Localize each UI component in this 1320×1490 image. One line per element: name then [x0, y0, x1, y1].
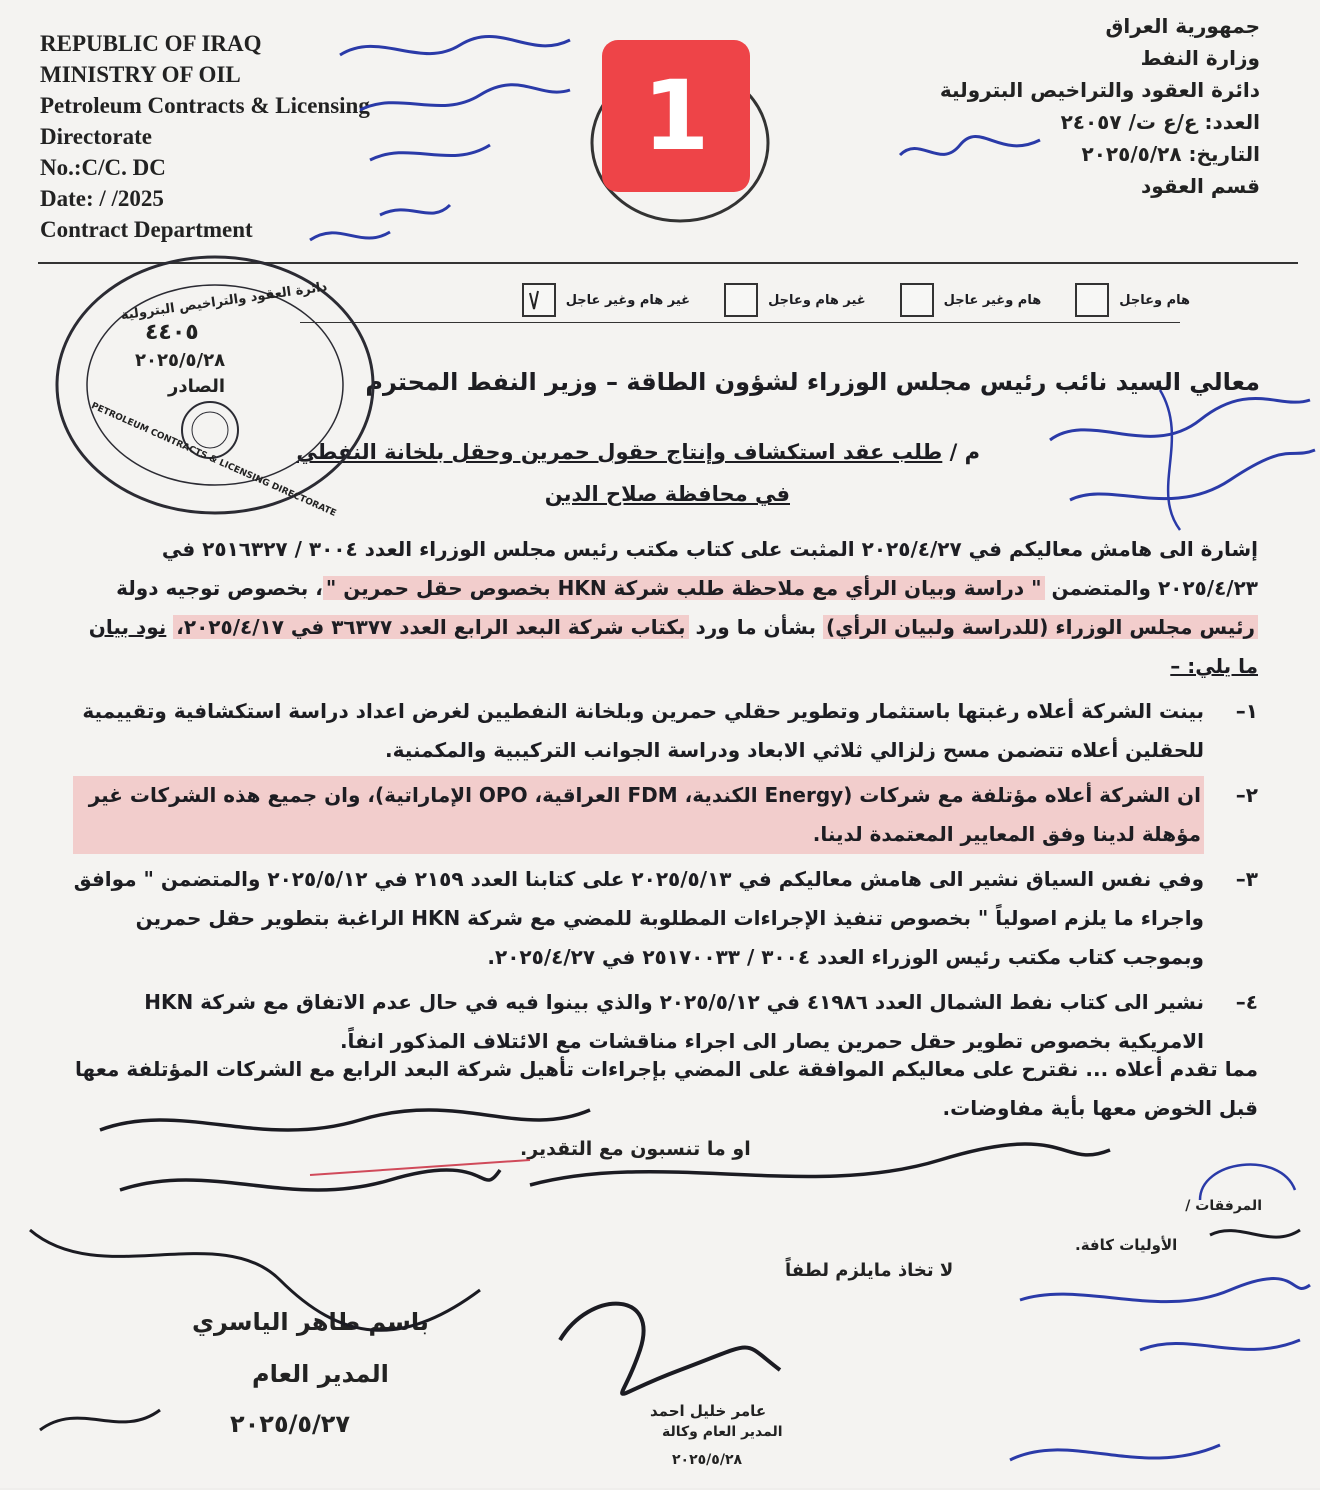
directorate-stamp: [50, 250, 380, 520]
priority-divider: [300, 322, 1180, 323]
intro-paragraph: [73, 530, 1258, 686]
addressee-line: معالي السيد نائب رئيس مجلس الوزراء لشؤون الطاقة – وزير النفط المحترم: [365, 368, 1260, 396]
list-item: [73, 692, 1258, 770]
republic-label-ar: جمهورية العراق: [1105, 14, 1260, 38]
ministry-label: MINISTRY OF OIL: [40, 62, 241, 87]
signatory-2-name: عامر خليل احمد: [650, 1402, 767, 1420]
priorities-note: الأوليات كافة.: [1075, 1236, 1178, 1254]
priority-option[interactable]: [522, 283, 690, 317]
intro-text: نود بيان: [88, 615, 167, 639]
subject-line-2: في محافظة صلاح الدين: [544, 482, 790, 506]
intro-text: بشأن ما ورد: [695, 615, 816, 639]
subject-prefix: م /: [949, 440, 980, 464]
directorate-label: Petroleum Contracts & Licensing: [40, 93, 370, 118]
item-text: وفي نفس السياق نشير الى هامش معاليكم في ٢٠٢٥/٥/١٣ على كتابنا العدد ٢١٥٩ في ٢٠٢٥/٥/١٢ والمتضمن " موافق واجراء ما يلزم اصولياً " بخصوص تنفيذ الإجراءات المطلوبة للمضي مع شركة HKN الراغبة بتطوير حقل حمرين وبموجب كتاب مكتب رئيس الوزراء العدد ٣٠٠٤ / ٢٥١٧٠٠٣٣ في ٢٠٢٥/٤/٢٧.: [73, 867, 1204, 969]
item-number: ١–: [1235, 699, 1258, 723]
ministry-label-ar: وزارة النفط: [1140, 46, 1260, 70]
signatory-2-date: ٢٠٢٥/٥/٢٨: [672, 1452, 743, 1468]
department-label: Contract Department: [40, 217, 253, 242]
priority-option[interactable]: [1075, 283, 1190, 317]
item-number: ٣–: [1235, 867, 1258, 891]
directorate-label-2: Directorate: [40, 124, 152, 149]
highlighted-directive: رئيس مجلس الوزراء (للدراسة ولبيان الرأي): [823, 615, 1258, 639]
item-text: بينت الشركة أعلاه رغبتها باستثمار وتطوير حقلي حمرين وبلخانة النفطيين لغرض اعداد دراسة استكشافية وتقييمية للحقلين أعلاه تتضمن مسح زلزالي ثلاثي الابعاد ودراسة الجوانب التركيبية والمكمنية.: [82, 699, 1204, 762]
items-list: [73, 692, 1258, 1061]
list-item: [73, 776, 1258, 854]
intro-text: ، بخصوص توجيه دولة: [116, 576, 323, 600]
priority-checkboxes: [330, 280, 1190, 320]
conclusion-paragraph: مما تقدم أعلاه ... نقترح على معاليكم الموافقة على المضي بإجراءات تأهيل شركة البعد الرابع مع الشركات المؤتلفة معها قبل الخوض معها بأية مفاوضات.: [75, 1057, 1258, 1120]
stamp-date: ٢٠٢٥/٥/٢٨: [135, 350, 226, 371]
page-number-badge: [602, 40, 750, 192]
attachments-label: المرفقات /: [1185, 1198, 1262, 1214]
badge-number: 1: [642, 60, 710, 172]
item-text-highlighted: ان الشركة أعلاه مؤتلفة مع شركات (Energy الكندية، FDM العراقية، OPO الإماراتية)، وان جميع هذه الشركات غير مؤهلة لدينا وفق المعايير المعتمدة لدينا.: [73, 776, 1204, 854]
priority-label: هام وعاجل: [1119, 292, 1190, 308]
priority-label: غير هام وعاجل: [768, 292, 866, 308]
list-item: [73, 860, 1258, 977]
number-label-ar: العدد: ع/ع ت/ ٢٤٠٥٧: [1060, 110, 1260, 134]
intro-text: ما يلي: –: [1170, 654, 1258, 678]
subject-block: [296, 432, 980, 472]
directorate-label-ar: دائرة العقود والتراخيص البترولية: [939, 78, 1260, 102]
intro-text: إشارة الى هامش معاليكم في ٢٠٢٥/٤/٢٧ المثبت على كتاب مكتب رئيس مجلس الوزراء العدد ٣٠٠٤ / ٢٥١٦٣٢٧ في: [161, 537, 1258, 561]
checkbox[interactable]: [724, 283, 758, 317]
stamp-org-en: PETROLEUM CONTRACTS & LICENSING DIRECTORATE: [89, 401, 338, 519]
checkbox[interactable]: [1075, 283, 1109, 317]
date-label: Date: / /2025: [40, 186, 164, 211]
check-mark-icon: [524, 285, 554, 315]
action-note: لا تخاذ مايلزم لطفاً: [785, 1260, 954, 1281]
highlighted-reference: بكتاب شركة البعد الرابع العدد ٣٦٣٧٧ في ٢٠٢٥/٤/١٧،: [173, 615, 688, 639]
stamp-word: الصادر: [168, 376, 226, 397]
arabic-letterhead: [940, 10, 1260, 202]
priority-label: غير هام وغير عاجل: [565, 292, 691, 308]
intro-text: ٢٠٢٥/٤/٢٣ والمتضمن: [1051, 576, 1258, 600]
signatory-1-title: المدير العام: [252, 1360, 389, 1388]
priority-label: هام وغير عاجل: [943, 292, 1042, 308]
priority-option[interactable]: [900, 283, 1042, 317]
number-label: No.:C/C. DC: [40, 155, 166, 180]
stamp-number: ٤٤٠٥: [145, 320, 199, 345]
priority-option[interactable]: [724, 283, 866, 317]
signatory-1-name: باسم طاهر الياسري: [192, 1308, 429, 1336]
item-text: نشير الى كتاب نفط الشمال العدد ٤١٩٨٦ في ٢٠٢٥/٥/١٢ والذي بينوا فيه في حال عدم الاتفاق مع شركة HKN الامريكية بخصوص تطوير حقل حمرين يصار الى اجراء مناقشات مع الائتلاف المذكور انفاً.: [144, 990, 1204, 1053]
closing-line: او ما تنسبون مع التقدير.: [520, 1138, 751, 1160]
item-number: ٤–: [1235, 990, 1258, 1014]
stamp-org-ar: دائرة العقود والتراخيص البترولية: [119, 279, 329, 324]
signatory-2-title: المدير العام وكالة: [662, 1424, 783, 1440]
checkbox[interactable]: [900, 283, 934, 317]
department-label-ar: قسم العقود: [1141, 174, 1260, 198]
subject-line-1: طلب عقد استكشاف وإنتاج حقول حمرين وحقل بلخانة النفطي: [296, 440, 943, 464]
checkbox[interactable]: [522, 283, 556, 317]
signatory-1-date: ٢٠٢٥/٥/٢٧: [230, 1410, 351, 1438]
item-number: ٢–: [1235, 783, 1258, 807]
republic-label: REPUBLIC OF IRAQ: [40, 31, 262, 56]
english-letterhead: [40, 28, 370, 245]
date-label-ar: التاريخ: ٢٠٢٥/٥/٢٨: [1081, 142, 1260, 166]
highlighted-quote: " دراسة وبيان الرأي مع ملاحظة طلب شركة HKN بخصوص حقل حمرين ": [323, 576, 1045, 600]
